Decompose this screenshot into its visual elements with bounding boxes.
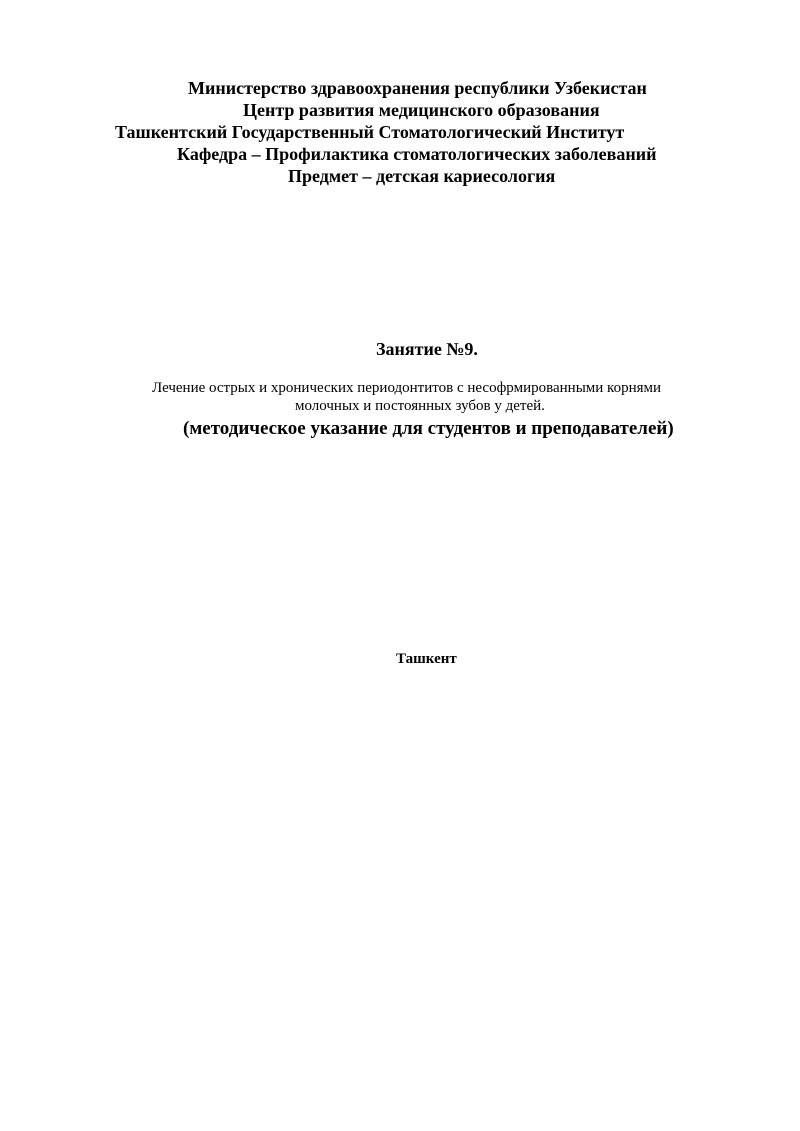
lesson-title: Занятие №9. (376, 339, 478, 359)
city-label: Ташкент (396, 651, 457, 667)
institute-heading: Ташкентский Государственный Стоматологический Институт (115, 122, 625, 142)
subject-heading: Предмет – детская кариесология (288, 166, 556, 186)
lesson-topic-line-2: молочных и постоянных зубов у детей. (295, 398, 545, 414)
department-heading: Кафедра – Профилактика стоматологических заболеваний (177, 144, 657, 164)
lesson-subtitle: (методическое указание для студентов и преподавателей) (183, 418, 674, 439)
ministry-heading: Министерство здравоохранения республики Узбекистан (188, 78, 647, 98)
center-heading: Центр развития медицинского образования (243, 100, 600, 120)
lesson-topic-line-1: Лечение острых и хронических периодонтитов с несофрмированными корнями (152, 380, 662, 396)
